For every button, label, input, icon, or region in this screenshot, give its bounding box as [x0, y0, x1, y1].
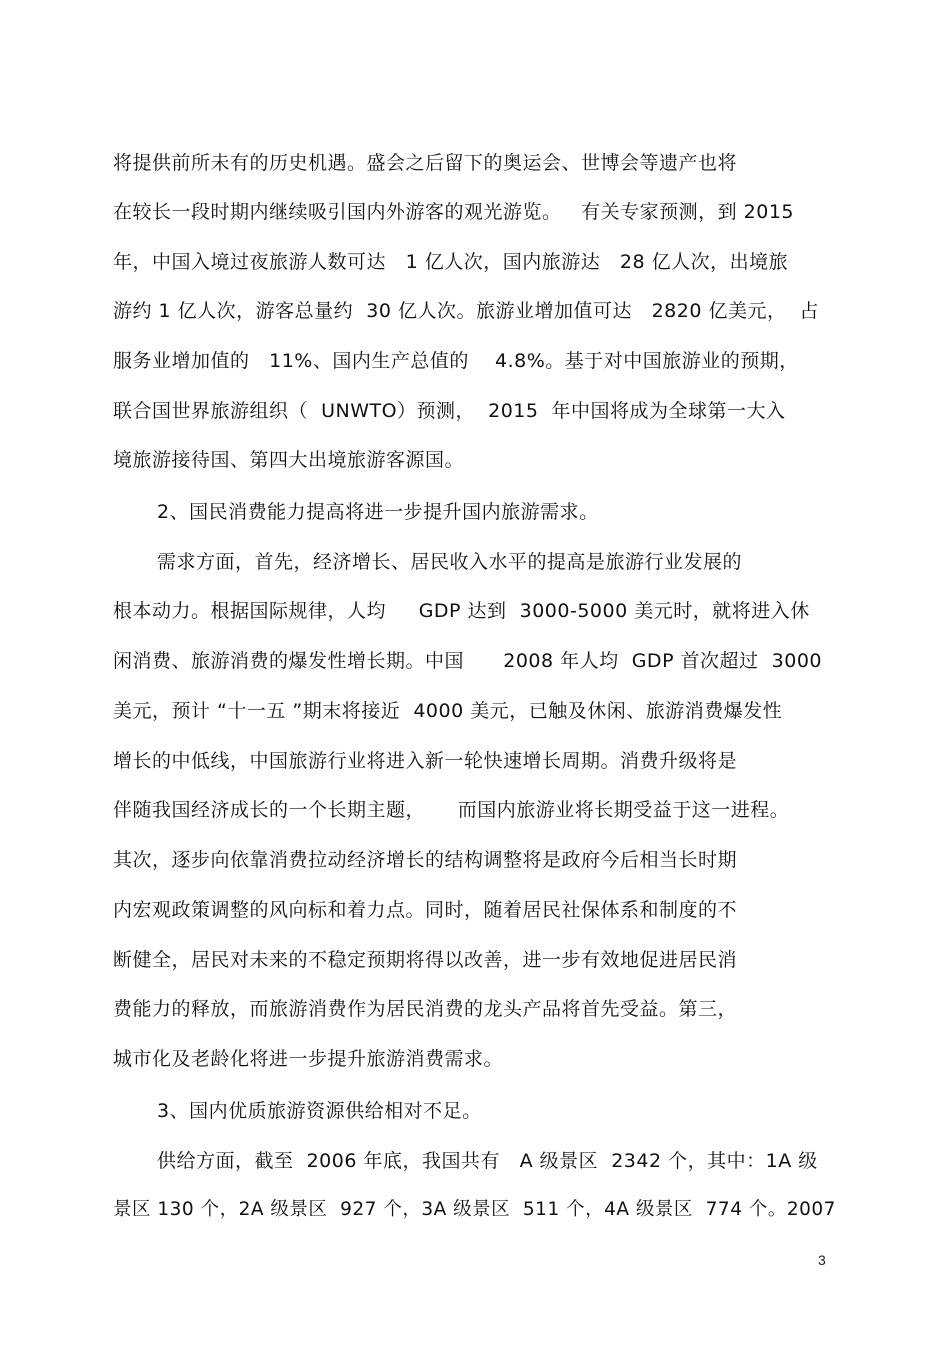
text-line: 联合国世界旅游组织（ UNWTO）预测， 2015 年中国将成为全球第一大入 [113, 400, 786, 422]
section-heading-2: 2、国民消费能力提高将进一步提升国内旅游需求。 [157, 501, 599, 523]
text-line: 景区 130 个，2A 级景区 927 个，3A 级景区 511 个，4A 级景区 774 个。2007 [113, 1199, 836, 1220]
text-line: 美元，预计 “十一五 ”期末将接近 4000 美元，已触及休闲、旅游消费爆发性 [113, 700, 783, 722]
text-line: 闲消费、旅游消费的爆发性增长期。中国 2008 年人均 GDP 首次超过 3000 [113, 650, 822, 672]
text-line: 伴随我国经济成长的一个长期主题， 而国内旅游业将长期受益于这一进程。 [113, 799, 790, 821]
section-heading-3: 3、国内优质旅游资源供给相对不足。 [157, 1100, 482, 1122]
text-line: 增长的中低线，中国旅游行业将进入新一轮快速增长周期。消费升级将是 [113, 750, 738, 772]
paragraph-first-line: 需求方面，首先，经济增长、居民收入水平的提高是旅游行业发展的 [157, 551, 743, 573]
text-line: 在较长一段时期内继续吸引国内外游客的观光游览。 有关专家预测，到 2015 [113, 201, 795, 223]
paragraph-first-line: 供给方面，截至 2006 年底，我国共有 A 级景区 2342 个，其中：1A 级 [157, 1150, 818, 1172]
text-line: 断健全，居民对未来的不稳定预期将得以改善，进一步有效地促进居民消 [113, 949, 738, 971]
text-line: 内宏观政策调整的风向标和着力点。同时，随着居民社保体系和制度的不 [113, 899, 738, 921]
text-line: 根本动力。根据国际规律，人均 GDP 达到 3000-5000 美元时，就将进入休 [113, 600, 810, 622]
text-line: 其次，逐步向依靠消费拉动经济增长的结构调整将是政府今后相当长时期 [113, 849, 738, 871]
text-line: 年，中国入境过夜旅游人数可达 1 亿人次，国内旅游达 28 亿人次，出境旅 [113, 251, 789, 273]
text-line: 服务业增加值的 11%、国内生产总值的 4.8%。基于对中国旅游业的预期， [113, 350, 799, 372]
text-line: 境旅游接待国、第四大出境旅游客源国。 [113, 449, 465, 471]
text-line: 游约 1 亿人次，游客总量约 30 亿人次。旅游业增加值可达 2820 亿美元， 占 [113, 300, 820, 322]
text-line: 城市化及老龄化将进一步提升旅游消费需求。 [113, 1048, 504, 1070]
text-line: 费能力的释放，而旅游消费作为居民消费的龙头产品将首先受益。第三， [113, 998, 738, 1020]
page-number: 3 [818, 1252, 826, 1268]
text-line: 将提供前所未有的历史机遇。盛会之后留下的奥运会、世博会等遗产也将 [113, 152, 738, 174]
